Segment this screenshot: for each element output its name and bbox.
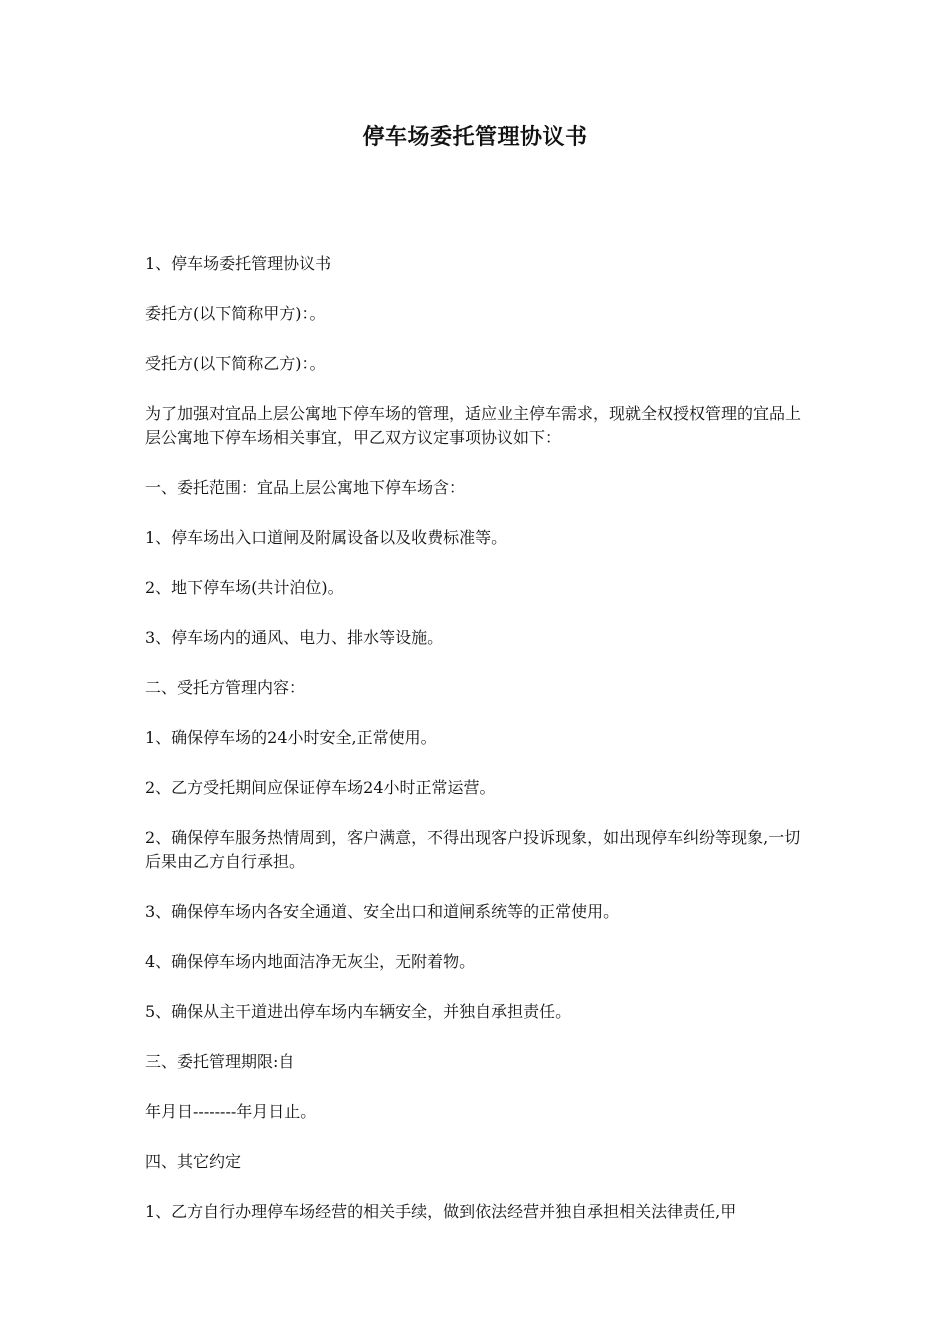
paragraph-section-1: 一、委托范围：宜品上层公寓地下停车场含： — [145, 478, 466, 497]
paragraph-duty-1: 1、确保停车场的24小时安全,正常使用。 — [145, 728, 437, 747]
paragraph-other-1: 1、乙方自行办理停车场经营的相关手续，做到依法经营并独自承担相关法律责任,甲 — [145, 1202, 737, 1221]
document-body — [145, 252, 810, 1250]
paragraph-scope-1: 1、停车场出入口道闸及附属设备以及收费标准等。 — [145, 528, 508, 547]
paragraph-term-dates: 年月日--------年月日止。 — [145, 1102, 317, 1121]
paragraph-preamble: 为了加强对宜品上层公寓地下停车场的管理，适应业主停车需求，现就全权授权管理的宜品上层公寓地下停车场相关事宜，甲乙双方议定事项协议如下： — [145, 404, 802, 447]
paragraph-scope-3: 3、停车场内的通风、电力、排水等设施。 — [145, 628, 444, 647]
document-title: 停车场委托管理协议书 — [362, 124, 588, 150]
paragraph-duty-3: 3、确保停车场内各安全通道、安全出口和道闸系统等的正常使用。 — [145, 902, 620, 921]
paragraph-duty-2b: 2、确保停车服务热情周到，客户满意，不得出现客户投诉现象，如出现停车纠纷等现象,一切后果由乙方自行承担。 — [145, 828, 801, 871]
paragraph-scope-2: 2、地下停车场(共计泊位)。 — [145, 578, 344, 597]
paragraph-party-a: 委托方(以下简称甲方)：。 — [145, 304, 326, 323]
paragraph-duty-2a: 2、乙方受托期间应保证停车场24小时正常运营。 — [145, 778, 496, 797]
paragraph-party-b: 受托方(以下简称乙方)：。 — [145, 354, 326, 373]
paragraph-section-2: 二、受托方管理内容： — [145, 678, 306, 697]
paragraph-heading: 1、停车场委托管理协议书 — [145, 254, 332, 273]
paragraph-duty-4: 4、确保停车场内地面洁净无灰尘，无附着物。 — [145, 952, 476, 971]
paragraph-section-4: 四、其它约定 — [145, 1152, 242, 1171]
paragraph-duty-5: 5、确保从主干道进出停车场内车辆安全，并独自承担责任。 — [145, 1002, 572, 1021]
paragraph-section-3: 三、委托管理期限:自 — [145, 1052, 295, 1071]
